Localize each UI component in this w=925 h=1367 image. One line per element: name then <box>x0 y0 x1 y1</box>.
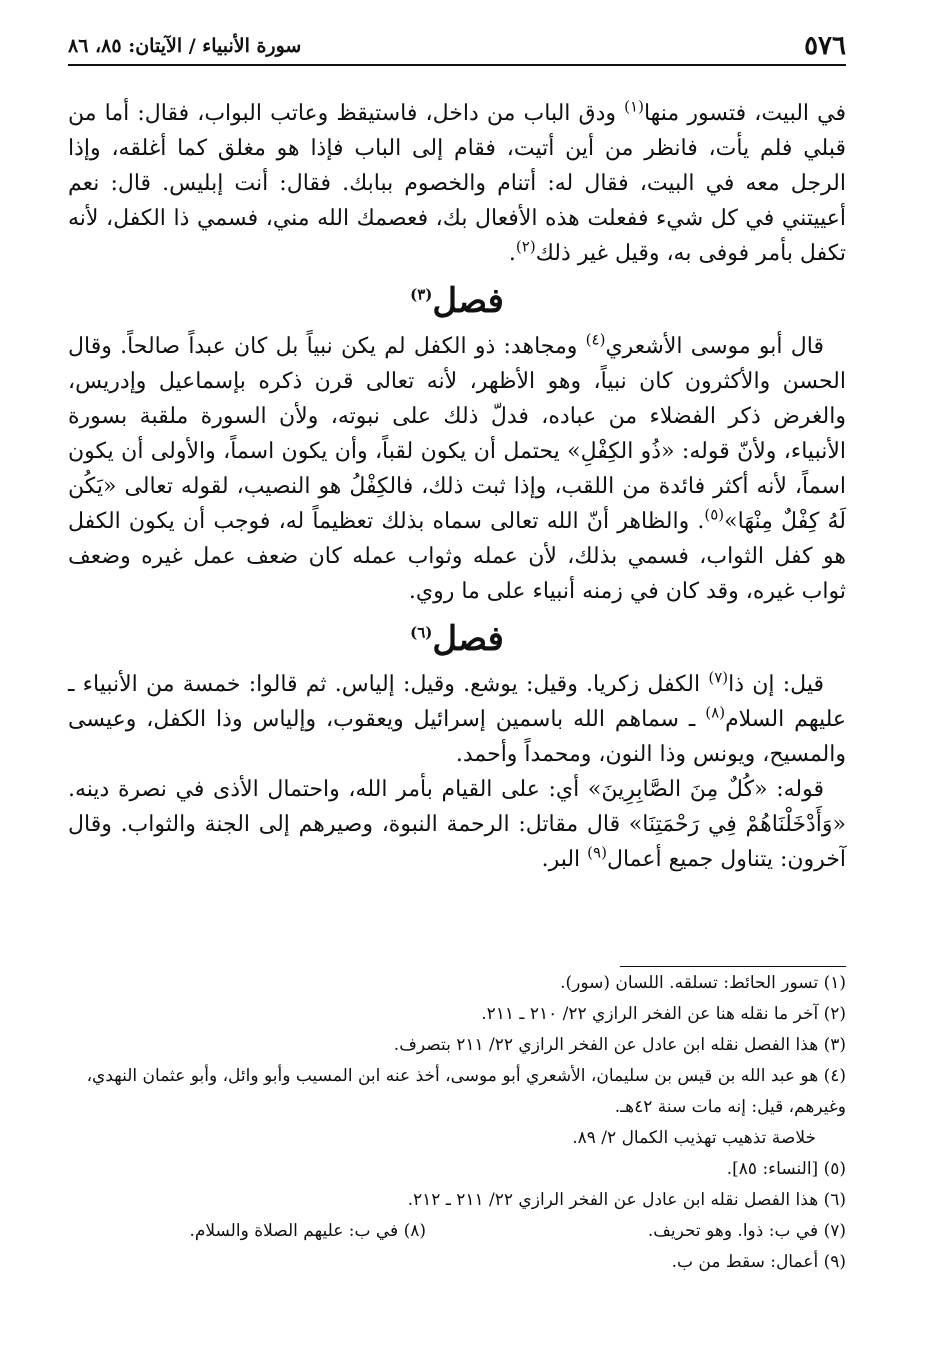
text: البر. <box>541 847 588 872</box>
heading-text: فصل <box>432 281 504 321</box>
text: قيل: إن ذا <box>728 672 824 697</box>
text: في البيت، فتسور منها <box>643 101 846 126</box>
footnote-2: (٢) آخر ما نقله هنا عن الفخر الرازي ٢٢/ ٢١٠ ـ ٢١١. <box>481 1004 846 1024</box>
footnote-ref: (٩) <box>587 843 607 862</box>
footnote-6: (٦) هذا الفصل نقله ابن عادل عن الفخر الرازي ٢٢/ ٢١١ ـ ٢١٢. <box>407 1190 846 1210</box>
footnote-9: (٩) أعمال: سقط من ب. <box>671 1252 846 1272</box>
footnote-5: (٥) [النساء: ٨٥]. <box>726 1159 846 1179</box>
footnote-ref: (٧) <box>708 668 729 687</box>
paragraph-4 <box>68 772 846 877</box>
header-rule <box>301 46 804 47</box>
text: قوله: «كُلٌ مِنَ الصَّابِرِينَ» أي: على القيام بأمر الله، واحتمال الأذى في نصرة دينه. «وَأَدْخَلْنَاهُمْ فِي رَحْمَتِنَا» قال مقاتل: الرحمة النبوة، وصيرهم إلى الجنة والثواب. وقال آخرون: يتناول جميع أعمال <box>68 777 846 872</box>
paragraph-2 <box>68 329 846 609</box>
footnote-ref: (٤) <box>585 330 606 349</box>
footnote-8: (٨) في ب: عليهم الصلاة والسلام. <box>189 1221 426 1241</box>
page-number: ٥٧٦ <box>804 31 846 61</box>
heading-text: فصل <box>432 619 504 659</box>
footnote-7: (٧) في ب: ذوا. وهو تحريف. <box>647 1221 846 1241</box>
footnote-4-source: خلاصة تذهيب تهذيب الكمال ٢/ ٨٩. <box>572 1128 816 1148</box>
footnote-1: (١) تسور الحائط: تسلقه. اللسان (سور). <box>560 973 846 993</box>
section-heading-1 <box>68 279 846 323</box>
text: . والظاهر أنّ الله تعالى سماه بذلك تعظيماً له، فوجب أن يكون الكفل هو كفل الثواب، فسمي بذلك، لأن عمله وثواب عمله كان ضعف عمل غيره وضعف ثواب غيره، وقد كان في زمنه أنبياء على ما روي. <box>68 509 846 604</box>
footnote-ref: (٥) <box>704 505 725 524</box>
footnote-ref: (٢) <box>515 237 536 256</box>
footnotes <box>68 968 846 1278</box>
footnote-separator <box>620 966 846 967</box>
page-header <box>68 28 846 66</box>
text: ودق الباب من داخل، فاستيقظ وعاتب البواب، فقال: أما من قبلي فلم يأت، فانظر من أين أتيت، فقام إلى الباب فإذا هو مغلق كما أغلقه، وإذا الرجل معه في البيت، فقال له: أتنام والخصوم ببابك. فقال: أنت إبليس. قال: نعم أعييتني في كل شيء ففعلت هذه الأفعال بك، فعصمك الله مني، فسمي ذا الكفل، لأنه تكفل بأمر فوفى به، وقيل غير ذلك <box>68 101 846 266</box>
footnote-ref: (٣) <box>410 285 433 304</box>
paragraph-3 <box>68 667 846 772</box>
main-text <box>68 96 846 877</box>
section-heading-2 <box>68 617 846 661</box>
footnote-3: (٣) هذا الفصل نقله ابن عادل عن الفخر الرازي ٢٢/ ٢١١ بتصرف. <box>393 1035 846 1055</box>
text: قال أبو موسى الأشعري <box>605 334 824 359</box>
paragraph-1 <box>68 96 846 271</box>
footnote-ref: (٨) <box>705 703 726 722</box>
footnote-ref: (٦) <box>410 623 433 642</box>
text: الكفل زكريا. وقيل: يوشع. وقيل: إلياس. ثم قالوا: خمسة من الأنبياء ـ عليهم السلام <box>68 672 847 732</box>
footnote-row-7-8 <box>68 1216 846 1247</box>
text: . <box>508 241 516 266</box>
footnote-4: (٤) هو عبد الله بن قيس بن سليمان، الأشعري أبو موسى، أخذ عنه ابن المسيب وأبو وائل، وأبو عثمان النهدي، وغيرهم، قيل: إنه مات سنة ٤٢هـ. <box>86 1066 846 1117</box>
text: ومجاهد: ذو الكفل لم يكن نبياً بل كان عبداً صالحاً. وقال الحسن والأكثرون كان نبياً، وهو الأظهر، لأنه تعالى قرن ذكره بإسماعيل وإدريس، والغرض ذكر الفضلاء من عباده، فدلّ ذلك على نبوته، ولأن السورة ملقبة بسورة الأنبياء، ولأنّ قوله: «ذُو الكِفْلِ» يحتمل أن يكون لقباً، وأن يكون اسماً، والأولى أن يكون اسماً، لأنه أكثر فائدة من اللقب، وإذا ثبت ذلك، فالكِفْلُ هو النصيب، لقوله تعالى «يَكُن لَهُ كِفْلٌ مِنْهَا» <box>68 334 847 534</box>
text: ـ سماهم الله باسمين إسرائيل ويعقوب، وإلياس وذا الكفل، وعيسى والمسيح، ويونس وذا النون، ومحمداً وأحمد. <box>68 707 846 767</box>
footnote-ref: (١) <box>624 97 644 116</box>
running-title: سورة الأنبياء / الآيتان: ٨٥، ٨٦ <box>68 35 302 57</box>
